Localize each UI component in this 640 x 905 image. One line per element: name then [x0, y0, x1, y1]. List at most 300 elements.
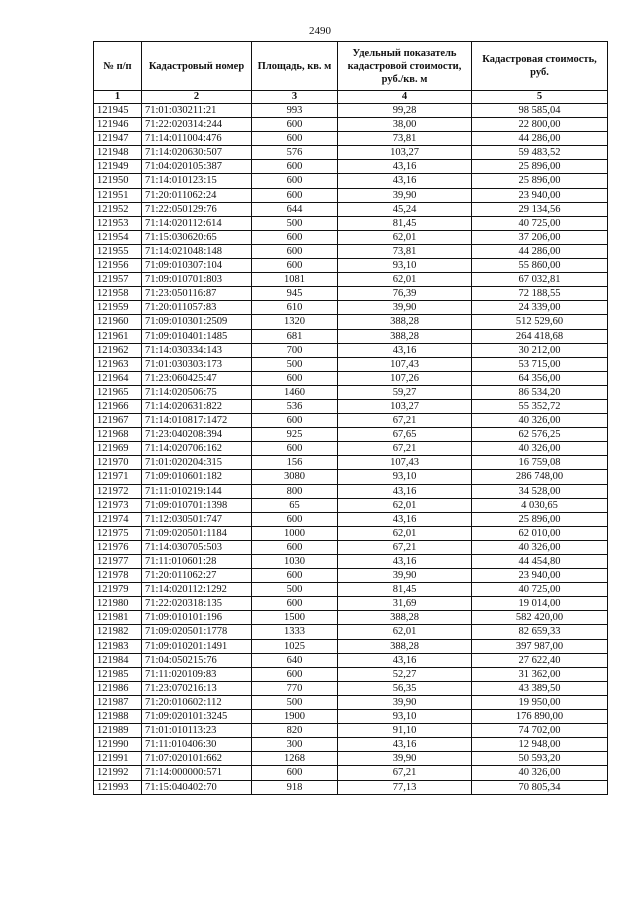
cadastral-value: 40 725,00 — [472, 216, 608, 230]
cadastral-value: 19 950,00 — [472, 695, 608, 709]
table-row — [94, 399, 608, 413]
specific-value: 107,26 — [338, 371, 472, 385]
specific-value: 43,16 — [338, 512, 472, 526]
cadastral-value: 29 134,56 — [472, 202, 608, 216]
cadastral-value: 25 896,00 — [472, 160, 608, 174]
table-row — [94, 301, 608, 315]
specific-value: 73,81 — [338, 132, 472, 146]
area: 600 — [252, 188, 338, 202]
table-row — [94, 202, 608, 216]
table-row — [94, 738, 608, 752]
cadastral-value: 25 896,00 — [472, 174, 608, 188]
cadastral-number: 71:22:050129:76 — [142, 202, 252, 216]
specific-value: 67,21 — [338, 540, 472, 554]
row-number: 121979 — [94, 583, 142, 597]
specific-value: 38,00 — [338, 118, 472, 132]
area: 1268 — [252, 752, 338, 766]
specific-value: 39,90 — [338, 301, 472, 315]
cadastral-number: 71:09:010601:182 — [142, 470, 252, 484]
table-row — [94, 639, 608, 653]
specific-value: 93,10 — [338, 259, 472, 273]
cadastral-value: 40 326,00 — [472, 766, 608, 780]
cadastral-value: 44 286,00 — [472, 244, 608, 258]
row-number: 121948 — [94, 146, 142, 160]
area: 600 — [252, 371, 338, 385]
row-number: 121989 — [94, 724, 142, 738]
specific-value: 67,21 — [338, 442, 472, 456]
area: 770 — [252, 681, 338, 695]
cadastral-value: 27 622,40 — [472, 653, 608, 667]
cadastral-value: 397 987,00 — [472, 639, 608, 653]
header-cell: Кадастровая стоимость, руб. — [472, 42, 608, 91]
row-number: 121947 — [94, 132, 142, 146]
row-number: 121949 — [94, 160, 142, 174]
row-number: 121945 — [94, 104, 142, 118]
area: 1500 — [252, 611, 338, 625]
area: 600 — [252, 174, 338, 188]
row-number: 121977 — [94, 555, 142, 569]
row-number: 121951 — [94, 188, 142, 202]
area: 600 — [252, 540, 338, 554]
row-number: 121958 — [94, 287, 142, 301]
table-row — [94, 385, 608, 399]
table-row — [94, 667, 608, 681]
row-number: 121984 — [94, 653, 142, 667]
table-row — [94, 611, 608, 625]
table-row — [94, 583, 608, 597]
row-number: 121985 — [94, 667, 142, 681]
column-number: 2 — [142, 91, 252, 104]
cadastral-number: 71:22:020318:135 — [142, 597, 252, 611]
header-cell: Удельный показатель кадастровой стоимости, руб./кв. м — [338, 42, 472, 91]
cadastral-number: 71:14:020506:75 — [142, 385, 252, 399]
cadastral-value: 582 420,00 — [472, 611, 608, 625]
cadastral-number: 71:23:060425:47 — [142, 371, 252, 385]
table-row — [94, 371, 608, 385]
row-number: 121969 — [94, 442, 142, 456]
cadastral-value: 44 454,80 — [472, 555, 608, 569]
cadastral-number: 71:20:010602:112 — [142, 695, 252, 709]
cadastral-number: 71:04:020105:387 — [142, 160, 252, 174]
specific-value: 388,28 — [338, 611, 472, 625]
row-number: 121955 — [94, 244, 142, 258]
area: 600 — [252, 259, 338, 273]
cadastral-value: 34 528,00 — [472, 484, 608, 498]
area: 918 — [252, 780, 338, 794]
table-row — [94, 710, 608, 724]
cadastral-value: 40 326,00 — [472, 540, 608, 554]
specific-value: 56,35 — [338, 681, 472, 695]
table-row — [94, 653, 608, 667]
cadastral-number: 71:09:010201:1491 — [142, 639, 252, 653]
row-number: 121993 — [94, 780, 142, 794]
cadastral-number: 71:20:011062:24 — [142, 188, 252, 202]
specific-value: 107,43 — [338, 357, 472, 371]
area: 600 — [252, 597, 338, 611]
table-row — [94, 343, 608, 357]
row-number: 121982 — [94, 625, 142, 639]
specific-value: 52,27 — [338, 667, 472, 681]
row-number: 121991 — [94, 752, 142, 766]
area: 993 — [252, 104, 338, 118]
area: 500 — [252, 357, 338, 371]
specific-value: 103,27 — [338, 399, 472, 413]
table-row — [94, 512, 608, 526]
table-row — [94, 540, 608, 554]
cadastral-number: 71:09:020101:3245 — [142, 710, 252, 724]
cadastral-value: 98 585,04 — [472, 104, 608, 118]
cadastral-number: 71:15:030620:65 — [142, 230, 252, 244]
row-number: 121952 — [94, 202, 142, 216]
cadastral-number: 71:14:020631:822 — [142, 399, 252, 413]
cadastral-value: 176 890,00 — [472, 710, 608, 724]
specific-value: 39,90 — [338, 752, 472, 766]
table-row — [94, 160, 608, 174]
row-number: 121987 — [94, 695, 142, 709]
area: 1333 — [252, 625, 338, 639]
cadastral-value: 55 352,72 — [472, 399, 608, 413]
column-number: 3 — [252, 91, 338, 104]
table-row — [94, 216, 608, 230]
header-cell: Кадастровый номер — [142, 42, 252, 91]
specific-value: 62,01 — [338, 273, 472, 287]
table-row — [94, 498, 608, 512]
area: 1025 — [252, 639, 338, 653]
cadastral-number: 71:04:050215:76 — [142, 653, 252, 667]
cadastral-value: 22 800,00 — [472, 118, 608, 132]
cadastral-number: 71:11:010406:30 — [142, 738, 252, 752]
specific-value: 67,21 — [338, 414, 472, 428]
cadastral-number: 71:09:010307:104 — [142, 259, 252, 273]
specific-value: 62,01 — [338, 625, 472, 639]
row-number: 121968 — [94, 428, 142, 442]
row-number: 121956 — [94, 259, 142, 273]
area: 500 — [252, 695, 338, 709]
table-row — [94, 484, 608, 498]
area: 536 — [252, 399, 338, 413]
specific-value: 93,10 — [338, 470, 472, 484]
cadastral-number: 71:15:040402:70 — [142, 780, 252, 794]
table-row — [94, 555, 608, 569]
area: 1900 — [252, 710, 338, 724]
table-row — [94, 780, 608, 794]
header-cell: Площадь, кв. м — [252, 42, 338, 91]
specific-value: 43,16 — [338, 484, 472, 498]
header-cell: № п/п — [94, 42, 142, 91]
cadastral-number: 71:14:000000:571 — [142, 766, 252, 780]
row-number: 121967 — [94, 414, 142, 428]
cadastral-number: 71:01:030303:173 — [142, 357, 252, 371]
cadastral-value: 59 483,52 — [472, 146, 608, 160]
cadastral-value: 82 659,33 — [472, 625, 608, 639]
specific-value: 31,69 — [338, 597, 472, 611]
area: 600 — [252, 118, 338, 132]
specific-value: 107,43 — [338, 456, 472, 470]
cadastral-value: 30 212,00 — [472, 343, 608, 357]
cadastral-value: 43 389,50 — [472, 681, 608, 695]
specific-value: 62,01 — [338, 498, 472, 512]
area: 500 — [252, 583, 338, 597]
cadastral-value: 70 805,34 — [472, 780, 608, 794]
table-row — [94, 287, 608, 301]
cadastral-value: 23 940,00 — [472, 569, 608, 583]
specific-value: 81,45 — [338, 583, 472, 597]
cadastral-value: 286 748,00 — [472, 470, 608, 484]
area: 300 — [252, 738, 338, 752]
table-row — [94, 470, 608, 484]
specific-value: 67,65 — [338, 428, 472, 442]
table-row — [94, 526, 608, 540]
cadastral-value: 4 030,65 — [472, 498, 608, 512]
cadastral-value: 55 860,00 — [472, 259, 608, 273]
area: 600 — [252, 230, 338, 244]
area: 800 — [252, 484, 338, 498]
table-body — [94, 104, 608, 795]
area: 3080 — [252, 470, 338, 484]
column-number-row — [94, 91, 608, 104]
specific-value: 103,27 — [338, 146, 472, 160]
cadastral-value: 264 418,68 — [472, 329, 608, 343]
area: 600 — [252, 512, 338, 526]
cadastral-table — [93, 41, 608, 795]
table-row — [94, 174, 608, 188]
cadastral-number: 71:01:010113:23 — [142, 724, 252, 738]
row-number: 121961 — [94, 329, 142, 343]
cadastral-value: 40 725,00 — [472, 583, 608, 597]
specific-value: 77,13 — [338, 780, 472, 794]
cadastral-number: 71:09:010301:2509 — [142, 315, 252, 329]
area: 820 — [252, 724, 338, 738]
table-row — [94, 752, 608, 766]
specific-value: 99,28 — [338, 104, 472, 118]
cadastral-number: 71:14:020112:614 — [142, 216, 252, 230]
row-number: 121966 — [94, 399, 142, 413]
specific-value: 39,90 — [338, 569, 472, 583]
row-number: 121975 — [94, 526, 142, 540]
table-row — [94, 104, 608, 118]
table-row — [94, 569, 608, 583]
cadastral-number: 71:22:020314:244 — [142, 118, 252, 132]
area: 681 — [252, 329, 338, 343]
area: 600 — [252, 244, 338, 258]
cadastral-value: 37 206,00 — [472, 230, 608, 244]
row-number: 121963 — [94, 357, 142, 371]
cadastral-value: 512 529,60 — [472, 315, 608, 329]
specific-value: 93,10 — [338, 710, 472, 724]
table-row — [94, 244, 608, 258]
cadastral-number: 71:07:020101:662 — [142, 752, 252, 766]
area: 156 — [252, 456, 338, 470]
area: 945 — [252, 287, 338, 301]
row-number: 121957 — [94, 273, 142, 287]
row-number: 121964 — [94, 371, 142, 385]
area: 576 — [252, 146, 338, 160]
cadastral-value: 31 362,00 — [472, 667, 608, 681]
area: 500 — [252, 216, 338, 230]
area: 600 — [252, 414, 338, 428]
cadastral-number: 71:09:020501:1778 — [142, 625, 252, 639]
specific-value: 43,16 — [338, 555, 472, 569]
specific-value: 388,28 — [338, 329, 472, 343]
table-row — [94, 259, 608, 273]
header-row — [94, 42, 608, 91]
row-number: 121959 — [94, 301, 142, 315]
table-row — [94, 146, 608, 160]
area: 65 — [252, 498, 338, 512]
table-row — [94, 625, 608, 639]
table-row — [94, 188, 608, 202]
cadastral-number: 71:14:030705:503 — [142, 540, 252, 554]
specific-value: 388,28 — [338, 315, 472, 329]
area: 600 — [252, 160, 338, 174]
column-number: 4 — [338, 91, 472, 104]
row-number: 121974 — [94, 512, 142, 526]
cadastral-number: 71:09:010701:803 — [142, 273, 252, 287]
row-number: 121986 — [94, 681, 142, 695]
cadastral-number: 71:09:020501:1184 — [142, 526, 252, 540]
specific-value: 67,21 — [338, 766, 472, 780]
cadastral-value: 86 534,20 — [472, 385, 608, 399]
row-number: 121983 — [94, 639, 142, 653]
row-number: 121980 — [94, 597, 142, 611]
column-number: 5 — [472, 91, 608, 104]
area: 600 — [252, 132, 338, 146]
cadastral-number: 71:14:020706:162 — [142, 442, 252, 456]
cadastral-value: 40 326,00 — [472, 442, 608, 456]
specific-value: 62,01 — [338, 526, 472, 540]
specific-value: 388,28 — [338, 639, 472, 653]
area: 925 — [252, 428, 338, 442]
cadastral-number: 71:14:010123:15 — [142, 174, 252, 188]
area: 600 — [252, 766, 338, 780]
row-number: 121972 — [94, 484, 142, 498]
cadastral-value: 25 896,00 — [472, 512, 608, 526]
cadastral-number: 71:12:030501:747 — [142, 512, 252, 526]
area: 1030 — [252, 555, 338, 569]
cadastral-value: 12 948,00 — [472, 738, 608, 752]
row-number: 121962 — [94, 343, 142, 357]
table-row — [94, 597, 608, 611]
specific-value: 73,81 — [338, 244, 472, 258]
cadastral-value: 44 286,00 — [472, 132, 608, 146]
table-row — [94, 442, 608, 456]
table-row — [94, 132, 608, 146]
table-row — [94, 724, 608, 738]
row-number: 121992 — [94, 766, 142, 780]
area: 1320 — [252, 315, 338, 329]
cadastral-number: 71:01:020204:315 — [142, 456, 252, 470]
row-number: 121965 — [94, 385, 142, 399]
row-number: 121981 — [94, 611, 142, 625]
area: 1460 — [252, 385, 338, 399]
table-row — [94, 414, 608, 428]
area: 600 — [252, 667, 338, 681]
table-row — [94, 695, 608, 709]
specific-value: 91,10 — [338, 724, 472, 738]
table-row — [94, 329, 608, 343]
table-row — [94, 315, 608, 329]
area: 700 — [252, 343, 338, 357]
cadastral-value: 53 715,00 — [472, 357, 608, 371]
row-number: 121978 — [94, 569, 142, 583]
cadastral-number: 71:14:021048:148 — [142, 244, 252, 258]
page-number: 2490 — [309, 25, 331, 37]
area: 600 — [252, 442, 338, 456]
cadastral-number: 71:14:030334:143 — [142, 343, 252, 357]
row-number: 121954 — [94, 230, 142, 244]
table-row — [94, 118, 608, 132]
row-number: 121988 — [94, 710, 142, 724]
specific-value: 59,27 — [338, 385, 472, 399]
specific-value: 45,24 — [338, 202, 472, 216]
cadastral-number: 71:20:011062:27 — [142, 569, 252, 583]
row-number: 121960 — [94, 315, 142, 329]
cadastral-number: 71:11:010219:144 — [142, 484, 252, 498]
column-number: 1 — [94, 91, 142, 104]
area: 600 — [252, 569, 338, 583]
table-row — [94, 681, 608, 695]
cadastral-number: 71:23:040208:394 — [142, 428, 252, 442]
table-row — [94, 428, 608, 442]
cadastral-number: 71:23:050116:87 — [142, 287, 252, 301]
area: 644 — [252, 202, 338, 216]
table-row — [94, 766, 608, 780]
cadastral-value: 50 593,20 — [472, 752, 608, 766]
cadastral-number: 71:14:020630:507 — [142, 146, 252, 160]
cadastral-number: 71:11:010601:28 — [142, 555, 252, 569]
cadastral-value: 72 188,55 — [472, 287, 608, 301]
specific-value: 39,90 — [338, 188, 472, 202]
specific-value: 43,16 — [338, 174, 472, 188]
cadastral-number: 71:09:010101:196 — [142, 611, 252, 625]
table-row — [94, 273, 608, 287]
cadastral-value: 67 032,81 — [472, 273, 608, 287]
area: 1081 — [252, 273, 338, 287]
row-number: 121970 — [94, 456, 142, 470]
row-number: 121950 — [94, 174, 142, 188]
area: 640 — [252, 653, 338, 667]
cadastral-value: 74 702,00 — [472, 724, 608, 738]
row-number: 121976 — [94, 540, 142, 554]
cadastral-number: 71:09:010401:1485 — [142, 329, 252, 343]
cadastral-number: 71:09:010701:1398 — [142, 498, 252, 512]
cadastral-number: 71:23:070216:13 — [142, 681, 252, 695]
specific-value: 76,39 — [338, 287, 472, 301]
row-number: 121971 — [94, 470, 142, 484]
cadastral-value: 24 339,00 — [472, 301, 608, 315]
specific-value: 43,16 — [338, 738, 472, 752]
row-number: 121973 — [94, 498, 142, 512]
row-number: 121953 — [94, 216, 142, 230]
cadastral-value: 62 576,25 — [472, 428, 608, 442]
row-number: 121946 — [94, 118, 142, 132]
specific-value: 62,01 — [338, 230, 472, 244]
table-row — [94, 456, 608, 470]
cadastral-value: 62 010,00 — [472, 526, 608, 540]
cadastral-value: 16 759,08 — [472, 456, 608, 470]
cadastral-value: 19 014,00 — [472, 597, 608, 611]
area: 1000 — [252, 526, 338, 540]
cadastral-number: 71:01:030211:21 — [142, 104, 252, 118]
specific-value: 43,16 — [338, 343, 472, 357]
cadastral-number: 71:14:010817:1472 — [142, 414, 252, 428]
cadastral-number: 71:14:020112:1292 — [142, 583, 252, 597]
specific-value: 43,16 — [338, 160, 472, 174]
cadastral-number: 71:11:020109:83 — [142, 667, 252, 681]
row-number: 121990 — [94, 738, 142, 752]
table-row — [94, 357, 608, 371]
cadastral-value: 40 326,00 — [472, 414, 608, 428]
